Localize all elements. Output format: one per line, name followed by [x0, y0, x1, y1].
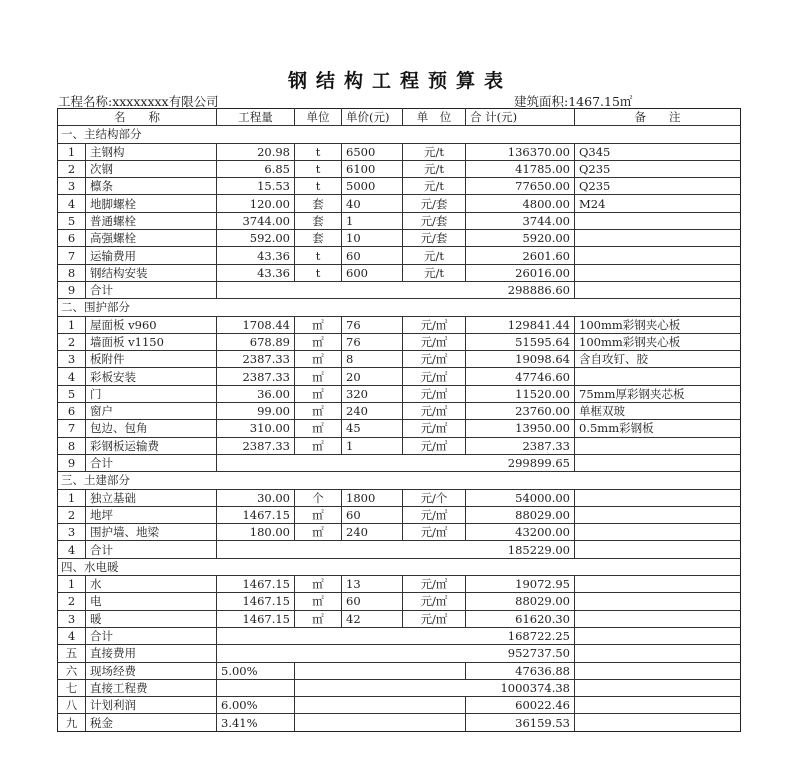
table-row	[58, 212, 741, 229]
item-price-unit: 元/㎡	[403, 593, 466, 610]
item-name: 暖	[86, 610, 217, 627]
item-remark: 0.5mm彩钢板	[575, 420, 741, 437]
item-name: 墙面板 v1150	[86, 333, 217, 350]
item-total: 129841.44	[466, 316, 575, 333]
item-unit-price: 60	[342, 506, 403, 523]
item-price-unit: 元/套	[403, 230, 466, 247]
header-quantity: 工程量	[217, 109, 295, 126]
item-quantity: 592.00	[217, 230, 295, 247]
item-total: 88029.00	[466, 506, 575, 523]
item-remark	[575, 212, 741, 229]
item-total: 19072.95	[466, 576, 575, 593]
item-remark	[575, 489, 741, 506]
item-total: 51595.64	[466, 333, 575, 350]
item-quantity: 43.36	[217, 264, 295, 281]
item-unit-price: 42	[342, 610, 403, 627]
item-unit: t	[295, 143, 342, 160]
item-name: 地坪	[86, 506, 217, 523]
table-row	[58, 524, 741, 541]
table-row	[58, 576, 741, 593]
row-index: 九	[58, 714, 86, 731]
row-index: 七	[58, 679, 86, 696]
item-unit: ㎡	[295, 437, 342, 454]
item-unit: t	[295, 264, 342, 281]
summary-remark	[575, 697, 741, 714]
item-quantity: 43.36	[217, 247, 295, 264]
item-unit: ㎡	[295, 524, 342, 541]
item-unit-price: 13	[342, 576, 403, 593]
item-unit-price: 1	[342, 212, 403, 229]
item-unit-price: 240	[342, 403, 403, 420]
subtotal-row	[58, 541, 741, 558]
item-price-unit: 元/㎡	[403, 385, 466, 402]
item-name: 窗户	[86, 403, 217, 420]
item-remark	[575, 264, 741, 281]
table-row	[58, 264, 741, 281]
subtotal-value: 299899.65	[217, 454, 575, 471]
item-unit: t	[295, 178, 342, 195]
item-name: 地脚螺栓	[86, 195, 217, 212]
item-total: 4800.00	[466, 195, 575, 212]
item-price-unit: 元/㎡	[403, 576, 466, 593]
item-name: 板附件	[86, 351, 217, 368]
header-price-unit: 单 位	[403, 109, 466, 126]
row-index: 3	[58, 351, 86, 368]
item-remark	[575, 593, 741, 610]
table-row	[58, 247, 741, 264]
item-unit: ㎡	[295, 593, 342, 610]
item-unit: ㎡	[295, 316, 342, 333]
summary-label: 直接费用	[86, 645, 217, 662]
summary-row-direct-cost	[58, 645, 741, 662]
item-unit: ㎡	[295, 420, 342, 437]
item-price-unit: 元/t	[403, 264, 466, 281]
item-price-unit: 元/t	[403, 247, 466, 264]
item-unit-price: 8	[342, 351, 403, 368]
header-unit: 单位	[295, 109, 342, 126]
subtotal-remark	[575, 541, 741, 558]
subtotal-label: 合计	[86, 541, 217, 558]
item-remark	[575, 368, 741, 385]
item-name: 彩钢板运输费	[86, 437, 217, 454]
row-index: 9	[58, 281, 86, 298]
summary-spacer	[295, 697, 466, 714]
item-remark	[575, 437, 741, 454]
section-title: 三、土建部分	[58, 472, 741, 489]
summary-rate	[217, 679, 295, 696]
item-name: 水	[86, 576, 217, 593]
item-unit: 个	[295, 489, 342, 506]
item-quantity: 2387.33	[217, 351, 295, 368]
item-remark	[575, 230, 741, 247]
item-price-unit: 元/㎡	[403, 506, 466, 523]
summary-spacer	[295, 662, 466, 679]
subtotal-row	[58, 281, 741, 298]
item-total: 88029.00	[466, 593, 575, 610]
subtotal-row	[58, 627, 741, 644]
table-header-row	[58, 109, 741, 126]
subtotal-row	[58, 454, 741, 471]
summary-spacer	[295, 714, 466, 731]
summary-row-tax	[58, 714, 741, 731]
item-name: 次钢	[86, 160, 217, 177]
item-quantity: 2387.33	[217, 368, 295, 385]
item-price-unit: 元/套	[403, 195, 466, 212]
section-title: 一、主结构部分	[58, 126, 741, 143]
item-quantity: 180.00	[217, 524, 295, 541]
item-quantity: 678.89	[217, 333, 295, 350]
item-quantity: 6.85	[217, 160, 295, 177]
row-index: 1	[58, 489, 86, 506]
item-remark: Q345	[575, 143, 741, 160]
section-header-row	[58, 472, 741, 489]
item-unit-price: 40	[342, 195, 403, 212]
item-price-unit: 元/㎡	[403, 420, 466, 437]
summary-remark	[575, 714, 741, 731]
item-unit: 套	[295, 230, 342, 247]
item-unit: 套	[295, 195, 342, 212]
summary-value: 60022.46	[466, 697, 575, 714]
item-unit-price: 5000	[342, 178, 403, 195]
item-unit: ㎡	[295, 368, 342, 385]
table-row	[58, 593, 741, 610]
item-unit-price: 20	[342, 368, 403, 385]
header-total: 合 计(元)	[466, 109, 575, 126]
item-name: 电	[86, 593, 217, 610]
item-total: 3744.00	[466, 212, 575, 229]
table-row	[58, 143, 741, 160]
item-name: 包边、包角	[86, 420, 217, 437]
subtotal-remark	[575, 627, 741, 644]
item-unit: ㎡	[295, 385, 342, 402]
item-total: 47746.60	[466, 368, 575, 385]
item-price-unit: 元/个	[403, 489, 466, 506]
summary-remark	[575, 645, 741, 662]
table-row	[58, 178, 741, 195]
item-remark: 100mm彩钢夹心板	[575, 316, 741, 333]
building-area: 建筑面积:1467.15㎡	[514, 94, 633, 109]
item-remark	[575, 576, 741, 593]
item-quantity: 310.00	[217, 420, 295, 437]
page-title: 钢结构工程预算表	[287, 70, 512, 92]
table-row	[58, 437, 741, 454]
item-name: 高强螺栓	[86, 230, 217, 247]
item-total: 77650.00	[466, 178, 575, 195]
item-remark	[575, 524, 741, 541]
item-price-unit: 元/t	[403, 178, 466, 195]
table-row	[58, 610, 741, 627]
item-unit: ㎡	[295, 403, 342, 420]
row-index: 5	[58, 212, 86, 229]
item-quantity: 120.00	[217, 195, 295, 212]
item-quantity: 1467.15	[217, 593, 295, 610]
section-title: 四、水电暖	[58, 558, 741, 575]
item-total: 43200.00	[466, 524, 575, 541]
row-index: 4	[58, 541, 86, 558]
row-index: 9	[58, 454, 86, 471]
summary-rate: 5.00%	[217, 662, 295, 679]
item-quantity: 2387.33	[217, 437, 295, 454]
item-total: 13950.00	[466, 420, 575, 437]
row-index: 4	[58, 195, 86, 212]
summary-value: 47636.88	[466, 662, 575, 679]
item-quantity: 1708.44	[217, 316, 295, 333]
item-name: 普通螺栓	[86, 212, 217, 229]
item-remark	[575, 610, 741, 627]
item-quantity: 1467.15	[217, 506, 295, 523]
row-index: 3	[58, 178, 86, 195]
summary-value: 952737.50	[217, 645, 575, 662]
item-price-unit: 元/t	[403, 143, 466, 160]
budget-table	[57, 108, 741, 732]
table-row	[58, 160, 741, 177]
item-unit: t	[295, 160, 342, 177]
item-price-unit: 元/㎡	[403, 333, 466, 350]
item-total: 23760.00	[466, 403, 575, 420]
item-price-unit: 元/㎡	[403, 316, 466, 333]
summary-rate: 3.41%	[217, 714, 295, 731]
summary-label: 现场经费	[86, 662, 217, 679]
subtotal-label: 合计	[86, 281, 217, 298]
item-quantity: 1467.15	[217, 610, 295, 627]
item-total: 19098.64	[466, 351, 575, 368]
section-header-row	[58, 558, 741, 575]
item-total: 41785.00	[466, 160, 575, 177]
item-unit: ㎡	[295, 333, 342, 350]
summary-label: 计划利润	[86, 697, 217, 714]
item-unit-price: 76	[342, 316, 403, 333]
summary-remark	[575, 662, 741, 679]
row-index: 2	[58, 333, 86, 350]
item-remark: M24	[575, 195, 741, 212]
subtotal-value: 298886.60	[217, 281, 575, 298]
row-index: 3	[58, 610, 86, 627]
item-unit: ㎡	[295, 351, 342, 368]
header-name: 名 称	[58, 109, 217, 126]
row-index: 2	[58, 506, 86, 523]
item-unit-price: 60	[342, 593, 403, 610]
table-row	[58, 385, 741, 402]
row-index: 4	[58, 627, 86, 644]
item-unit-price: 60	[342, 247, 403, 264]
item-total: 2387.33	[466, 437, 575, 454]
item-unit-price: 6100	[342, 160, 403, 177]
item-quantity: 99.00	[217, 403, 295, 420]
summary-row-site-fee	[58, 662, 741, 679]
item-price-unit: 元/㎡	[403, 437, 466, 454]
item-unit-price: 1	[342, 437, 403, 454]
item-quantity: 1467.15	[217, 576, 295, 593]
item-unit-price: 45	[342, 420, 403, 437]
row-index: 8	[58, 264, 86, 281]
item-unit: ㎡	[295, 576, 342, 593]
item-total: 26016.00	[466, 264, 575, 281]
section-title: 二、围护部分	[58, 299, 741, 316]
item-remark	[575, 506, 741, 523]
subtotal-label: 合计	[86, 454, 217, 471]
row-index: 6	[58, 230, 86, 247]
table-row	[58, 403, 741, 420]
item-remark: 100mm彩钢夹心板	[575, 333, 741, 350]
item-unit-price: 76	[342, 333, 403, 350]
item-total: 136370.00	[466, 143, 575, 160]
header-remark: 备 注	[575, 109, 741, 126]
item-total: 2601.60	[466, 247, 575, 264]
item-remark: Q235	[575, 160, 741, 177]
row-index: 8	[58, 437, 86, 454]
item-name: 门	[86, 385, 217, 402]
row-index: 1	[58, 576, 86, 593]
table-row	[58, 489, 741, 506]
table-row	[58, 316, 741, 333]
summary-label: 直接工程费	[86, 679, 217, 696]
item-remark	[575, 247, 741, 264]
summary-row-direct-project-cost	[58, 679, 741, 696]
table-row	[58, 506, 741, 523]
row-index: 7	[58, 420, 86, 437]
item-remark: 75mm厚彩钢夹芯板	[575, 385, 741, 402]
item-total: 11520.00	[466, 385, 575, 402]
item-name: 独立基础	[86, 489, 217, 506]
item-unit-price: 320	[342, 385, 403, 402]
item-quantity: 36.00	[217, 385, 295, 402]
subtotal-label: 合计	[86, 627, 217, 644]
summary-value: 36159.53	[466, 714, 575, 731]
subtotal-value: 185229.00	[217, 541, 575, 558]
row-index: 3	[58, 524, 86, 541]
item-price-unit: 元/套	[403, 212, 466, 229]
item-remark: 单框双玻	[575, 403, 741, 420]
table-row	[58, 351, 741, 368]
row-index: 4	[58, 368, 86, 385]
item-unit-price: 240	[342, 524, 403, 541]
row-index: 7	[58, 247, 86, 264]
item-name: 檩条	[86, 178, 217, 195]
row-index: 六	[58, 662, 86, 679]
item-quantity: 15.53	[217, 178, 295, 195]
table-row	[58, 230, 741, 247]
item-unit: 套	[295, 212, 342, 229]
row-index: 2	[58, 160, 86, 177]
item-quantity: 3744.00	[217, 212, 295, 229]
item-total: 61620.30	[466, 610, 575, 627]
summary-label: 税金	[86, 714, 217, 731]
item-price-unit: 元/㎡	[403, 403, 466, 420]
row-index: 6	[58, 403, 86, 420]
row-index: 1	[58, 316, 86, 333]
item-price-unit: 元/㎡	[403, 368, 466, 385]
project-name: 工程名称:xxxxxxxx有限公司	[58, 94, 219, 109]
item-name: 运输费用	[86, 247, 217, 264]
item-unit: ㎡	[295, 610, 342, 627]
table-row	[58, 368, 741, 385]
item-quantity: 20.98	[217, 143, 295, 160]
item-remark: 含自攻钉、胶	[575, 351, 741, 368]
subtotal-remark	[575, 454, 741, 471]
row-index: 五	[58, 645, 86, 662]
item-price-unit: 元/t	[403, 160, 466, 177]
summary-value: 1000374.38	[295, 679, 575, 696]
item-name: 钢结构安装	[86, 264, 217, 281]
table-row	[58, 195, 741, 212]
row-index: 八	[58, 697, 86, 714]
summary-rate: 6.00%	[217, 697, 295, 714]
subtotal-remark	[575, 281, 741, 298]
item-name: 彩板安装	[86, 368, 217, 385]
item-name: 围护墙、地梁	[86, 524, 217, 541]
item-name: 主钢构	[86, 143, 217, 160]
item-unit-price: 10	[342, 230, 403, 247]
row-index: 5	[58, 385, 86, 402]
item-price-unit: 元/㎡	[403, 610, 466, 627]
item-price-unit: 元/㎡	[403, 524, 466, 541]
item-name: 屋面板 v960	[86, 316, 217, 333]
item-unit: t	[295, 247, 342, 264]
item-unit-price: 6500	[342, 143, 403, 160]
summary-row-planned-profit	[58, 697, 741, 714]
header-unit-price: 单价(元)	[342, 109, 403, 126]
section-header-row	[58, 126, 741, 143]
item-unit-price: 1800	[342, 489, 403, 506]
row-index: 2	[58, 593, 86, 610]
subtotal-value: 168722.25	[217, 627, 575, 644]
item-quantity: 30.00	[217, 489, 295, 506]
item-remark: Q235	[575, 178, 741, 195]
table-row	[58, 420, 741, 437]
item-unit-price: 600	[342, 264, 403, 281]
item-unit: ㎡	[295, 506, 342, 523]
section-header-row	[58, 299, 741, 316]
item-price-unit: 元/㎡	[403, 351, 466, 368]
item-total: 54000.00	[466, 489, 575, 506]
summary-remark	[575, 679, 741, 696]
item-total: 5920.00	[466, 230, 575, 247]
table-row	[58, 333, 741, 350]
row-index: 1	[58, 143, 86, 160]
